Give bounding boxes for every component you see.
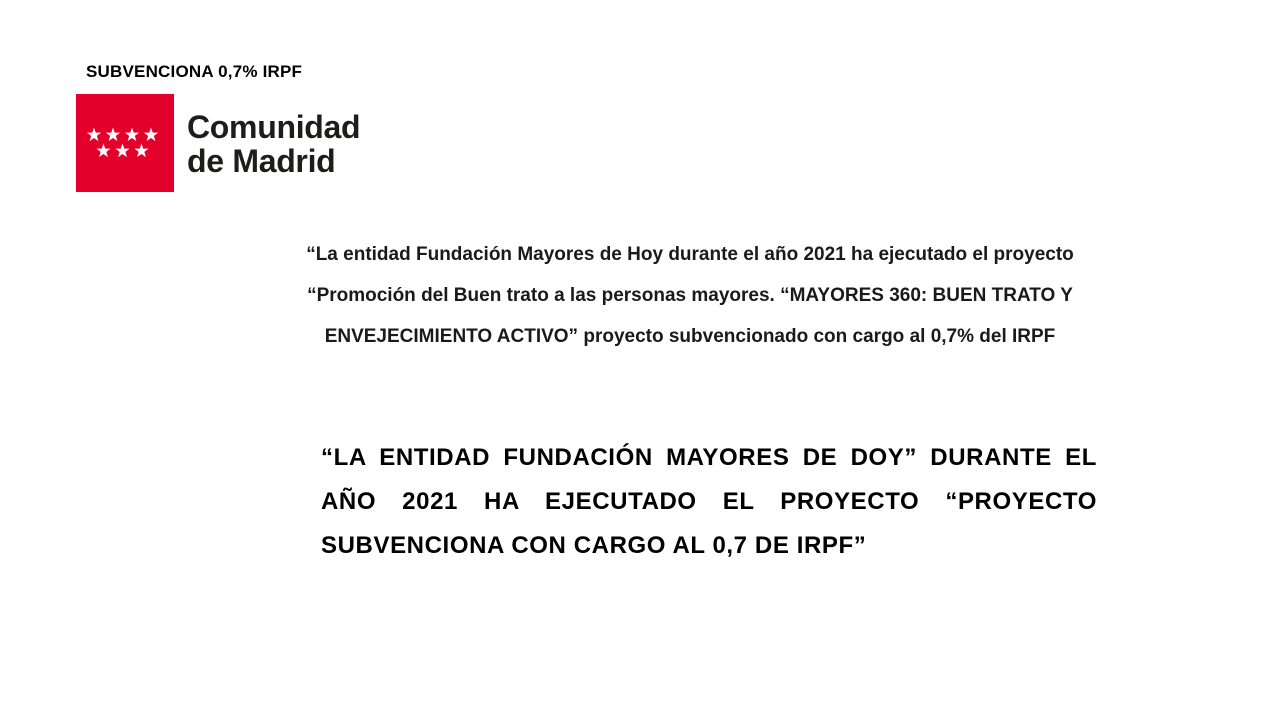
logo-wordmark: [187, 110, 360, 178]
madrid-flag-icon: [76, 94, 174, 192]
logo-line-de-madrid: de Madrid: [187, 143, 336, 179]
project-statement-paragraph: “LA ENTIDAD FUNDACIÓN MAYORES DE DOY” DURANTE EL AÑO 2021 HA EJECUTADO EL PROYECTO “PROYECTO SUBVENCIONA CON CARGO AL 0,7 DE IRPF”: [321, 444, 1097, 559]
subvenciona-heading: SUBVENCIONA 0,7% IRPF: [86, 62, 303, 81]
project-description-paragraph: “La entidad Fundación Mayores de Hoy durante el año 2021 ha ejecutado el proyecto “Promoción del Buen trato a las personas mayores. “MAYORES 360: BUEN TRATO Y ENVEJECIMIENTO ACTIVO” proyecto subvencionado con cargo al 0,7% del IRPF: [306, 244, 1074, 347]
logo-line-comunidad: Comunidad: [187, 109, 361, 145]
comunidad-de-madrid-logo: [76, 94, 396, 194]
